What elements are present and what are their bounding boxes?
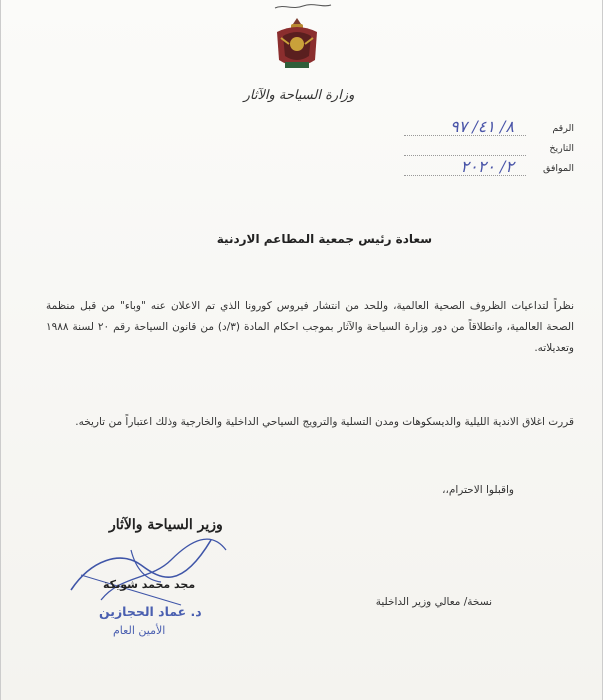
top-handwriting-mark (273, 2, 333, 12)
addressee: سعادة رئيس جمعية المطاعم الاردنية (216, 232, 432, 246)
copy-to-line: نسخة/ معالي وزير الداخلية (375, 596, 492, 608)
meta-corresponding-row (404, 157, 574, 183)
date-label: التاريخ (549, 143, 574, 154)
number-value: ٨/ ٤١/ ٩٧ (450, 117, 514, 136)
coat-of-arms-icon (271, 14, 323, 76)
letter-meta (404, 117, 574, 183)
body-paragraph-1: نظراً لتداعيات الظروف الصحية العالمية، وللحد من انتشار فيروس كورونا الذي تم الاعلان عنه "وباء" من قبل منظمة الصحة العالمية، وانطلاقاً من دور وزارة السياحة والآثار بموجب احكام المادة (٣/د) من قانون السياحة رقم ٢٠ لسنة ١٩٨٨ وتعديلاته. (46, 300, 574, 354)
corresponding-value: ٢/ ٢٠٢٠ (460, 157, 514, 176)
ministry-name: وزارة السياحة والآثار (243, 88, 355, 103)
handwritten-signature (61, 520, 231, 610)
corresponding-label: الموافق (542, 163, 574, 174)
minister-name: مجد محمد شويكة (103, 578, 196, 591)
body-paragraph-2: قررت اغلاق الاندية الليلية والديسكوهات ومدن التسلية والترويج السياحي الداخلية والخارجية وذلك اعتباراً من تاريخه. (75, 416, 574, 428)
minister-title: وزير السياحة والآثار (109, 517, 223, 533)
meta-number-row (404, 117, 574, 143)
secretary-general-name: د. عماد الحجازين (99, 604, 202, 619)
number-label: الرقم (552, 123, 574, 134)
secretary-general-title: الأمين العام (113, 624, 166, 637)
closing-line: واقبلوا الاحترام،، (442, 484, 514, 496)
